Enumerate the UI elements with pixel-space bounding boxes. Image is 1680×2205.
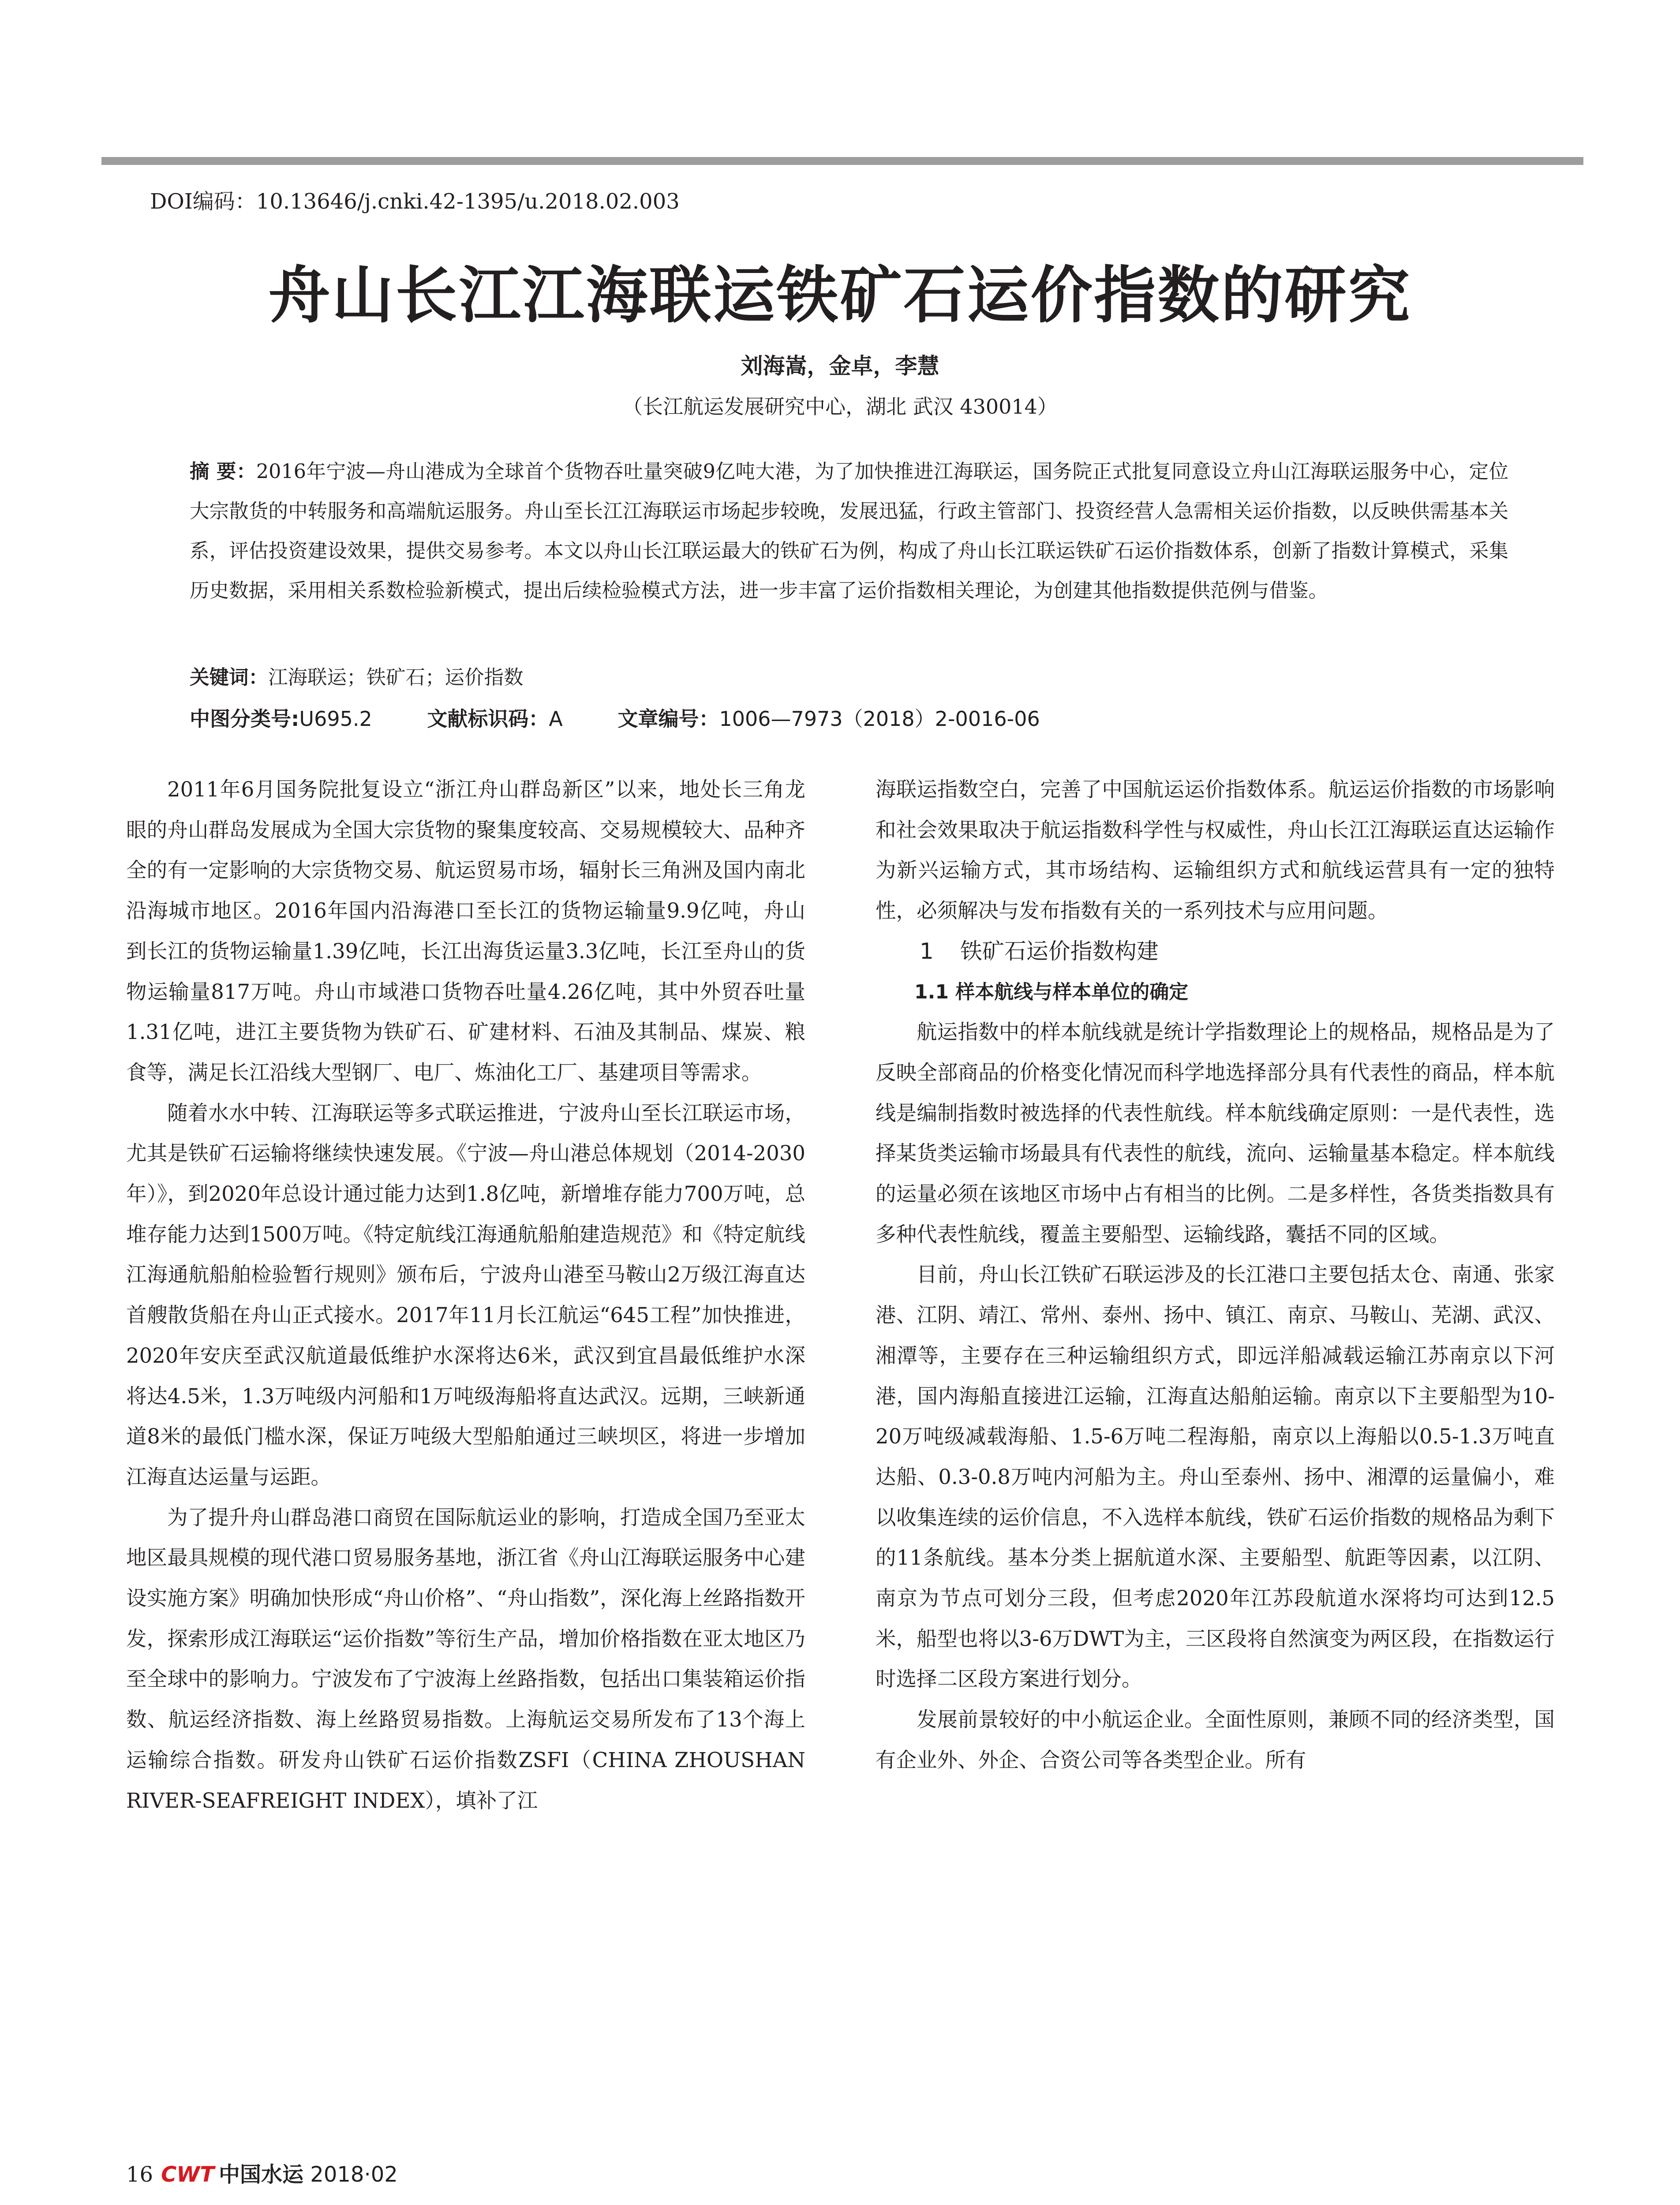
doi-line: DOI编码：10.13646/j.cnki.42-1395/u.2018.02.003	[150, 189, 680, 214]
doc-code	[427, 707, 562, 731]
section-number: 1	[920, 938, 934, 964]
body-paragraph: 目前，舟山长江铁矿石联运涉及的长江港口主要包括太仓、南通、张家港、江阴、靖江、常州、泰州、扬中、镇江、南京、马鞍山、芜湖、武汉、湘潭等，主要存在三种运输组织方式，即远洋船减载运输江苏南京以下河港，国内海船直接进江运输，江海直达船舶运输。南京以下主要船型为10-20万吨级减载海船、1.5-6万吨二程海船，南京以上海船以0.5-1.3万吨直达船、0.3-0.8万吨内河船为主。舟山至泰州、扬中、湘潭的运量偏小，难以收集连续的运价信息，不入选样本航线，铁矿石运价指数的规格品为剩下的11条航线。基本分类上据航道水深、主要船型、航距等因素，以江阴、南京为节点可划分三段，但考虑2020年江苏段航道水深将均可达到12.5米，船型也将以3-6万DWT为主，三区段将自然演变为两区段，在指数运行时选择二区段方案进行划分。	[876, 1263, 1555, 1691]
body-paragraph: 航运指数中的样本航线就是统计学指数理论上的规格品，规格品是为了反映全部商品的价格变化情况而科学地选择部分具有代表性的商品，样本航线是编制指数时被选择的代表性航线。样本航线确定原则：一是代表性，选择某货类运输市场最具有代表性的航线，流向、运输量基本稳定。样本航线的运量必须在该地区市场中占有相当的比例。二是多样性，各货类指数具有多种代表性航线，覆盖主要船型、运输线路，囊括不同的区域。	[876, 1020, 1555, 1246]
doc-label: 文献标识码：	[427, 707, 549, 731]
article-label: 文章编号：	[617, 707, 719, 731]
page-number: 16	[126, 2162, 153, 2187]
body-paragraph: 随着水水中转、江海联运等多式联运推进，宁波舟山至长江联运市场，尤其是铁矿石运输将继续快速发展。《宁波—舟山港总体规划（2014-2030年）》，到2020年总设计通过能力达到1.8亿吨，新增堆存能力700万吨，总堆存能力达到1500万吨。《特定航线江海通航船舶建造规范》和《特定航线江海通航船舶检验暂行规则》颁布后，宁波舟山港至马鞍山2万级江海直达首艘散货船在舟山正式接水。2017年11月长江航运“645工程”加快推进，2020年安庆至武汉航道最低维护水深将达6米，武汉到宜昌最低维护水深将达4.5米，1.3万吨级内河船和1万吨级海船将直达武汉。远期，三峡新通道8米的最低门槛水深，保证万吨级大型船舶通过三峡坝区，将进一步增加江海直达运量与运距。	[126, 1101, 805, 1489]
authors: 刘海嵩，金卓，李慧	[741, 353, 939, 379]
subsection-heading: 1.1 样本航线与样本单位的确定	[914, 980, 1189, 1003]
classification-line	[190, 703, 1040, 732]
article-number	[617, 707, 1040, 731]
body-paragraph: 发展前景较好的中小航运企业。全面性原则，兼顾不同的经济类型，国有企业外、外企、合资公司等各类型企业。所有	[876, 1708, 1555, 1772]
clc-value: U695.2	[299, 707, 372, 731]
header-rule	[101, 157, 1583, 165]
body-paragraph: 为了提升舟山群岛港口商贸在国际航运业的影响，打造成全国乃至亚太地区最具规模的现代港口贸易服务基地，浙江省《舟山江海联运服务中心建设实施方案》明确加快形成“舟山价格”、“舟山指数”，深化海上丝路指数开发，探索形成江海联运“运价指数”等衍生产品，增加价格指数在亚太地区乃至全球中的影响力。宁波发布了宁波海上丝路指数，包括出口集装箱运价指数、航运经济指数、海上丝路贸易指数。上海航运交易所发布了13个海上运输综合指数。研发舟山铁矿石运价指数ZSFI（CHINA ZHOUSHAN RIVER-SEAFREIGHT INDEX），填补了江	[126, 1505, 805, 1813]
section-title: 铁矿石运价指数构建	[960, 938, 1159, 964]
paper-title: 舟山长江江海联运铁矿石运价指数的研究	[268, 259, 1412, 332]
page-footer	[126, 2157, 398, 2188]
article-value: 1006—7973（2018）2-0016-06	[719, 707, 1040, 731]
right-column	[876, 770, 1555, 1781]
keywords-text: 江海联运；铁矿石；运价指数	[268, 666, 524, 689]
abstract-label: 摘 要：	[190, 460, 256, 483]
body-paragraph: 2011年6月国务院批复设立“浙江舟山群岛新区”以来，地处长三角龙眼的舟山群岛发展成为全国大宗货物的聚集度较高、交易规模较大、品种齐全的有一定影响的大宗货物交易、航运贸易市场，辐射长三角洲及国内南北沿海城市地区。2016年国内沿海港口至长江的货物运输量9.9亿吨，舟山到长江的货物运输量1.39亿吨，长江出海货运量3.3亿吨，长江至舟山的货物运输量817万吨。舟山市域港口货物吞吐量4.26亿吨，其中外贸吞吐量1.31亿吨，进江主要货物为铁矿石、矿建材料、石油及其制品、煤炭、粮食等，满足长江沿线大型钢厂、电厂、炼油化工厂、基建项目等需求。	[126, 777, 805, 1084]
abstract-text: 2016年宁波—舟山港成为全球首个货物吞吐量突破9亿吨大港，为了加快推进江海联运，国务院正式批复同意设立舟山江海联运服务中心，定位大宗散货的中转服务和高端航运服务。舟山至长江江海联运市场起步较晚，发展迅猛，行政主管部门、投资经营人急需相关运价指数，以反映供需基本关系，评估投资建设效果，提供交易参考。本文以舟山长江联运最大的铁矿石为例，构成了舟山长江联运铁矿石运价指数体系，创新了指数计算模式，采集历史数据，采用相关系数检验新模式，提出后续检验模式方法，进一步丰富了运价指数相关理论，为创建其他指数提供范例与借鉴。	[190, 460, 1508, 602]
doc-value: A	[549, 707, 563, 731]
journal-name: 中国水运	[219, 2162, 304, 2187]
affiliation: （长江航运发展研究中心，湖北 武汉 430014）	[622, 395, 1058, 419]
cwt-logo: CWT	[161, 2162, 214, 2187]
section-heading	[876, 931, 1555, 972]
keywords	[190, 662, 524, 690]
clc-label: 中图分类号:	[190, 707, 299, 731]
keywords-label: 关键词：	[190, 666, 269, 689]
journal-issue: 2018·02	[310, 2162, 398, 2187]
left-column	[126, 770, 805, 1821]
abstract	[190, 452, 1508, 611]
clc-number	[190, 707, 372, 731]
body-paragraph: 海联运指数空白，完善了中国航运运价指数体系。航运运价指数的市场影响和社会效果取决于航运指数科学性与权威性，舟山长江江海联运直达运输作为新兴运输方式，其市场结构、运输组织方式和航线运营具有一定的独特性，必须解决与发布指数有关的一系列技术与应用问题。	[876, 777, 1555, 923]
